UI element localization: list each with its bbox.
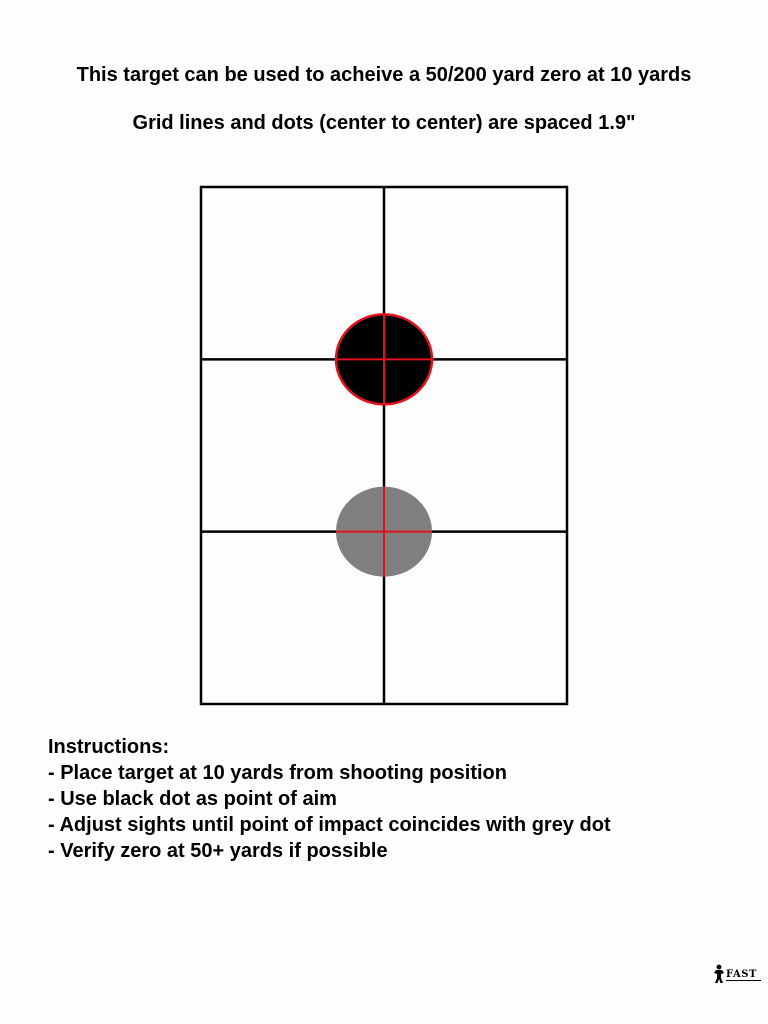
target-title: This target can be used to acheive a 50/200 yard zero at 10 yards [76, 64, 692, 86]
instruction-step: - Use black dot as point of aim [48, 788, 337, 810]
instructions-block [48, 734, 748, 864]
grid-spacing-note: Grid lines and dots (center to center) are spaced 1.9" [132, 112, 636, 134]
logo-text: FAST [726, 969, 757, 980]
instructions-title: Instructions: [48, 736, 170, 758]
instruction-step: - Verify zero at 50+ yards if possible [48, 840, 388, 862]
logo-underline [726, 980, 761, 981]
instruction-step: - Place target at 10 yards from shooting position [48, 762, 507, 784]
aim-point-dot [336, 314, 432, 404]
shooter-silhouette-icon [713, 964, 725, 984]
target-grid [201, 187, 567, 704]
fast-logo [713, 964, 763, 984]
instruction-step: - Adjust sights until point of impact coincides with grey dot [48, 814, 611, 836]
impact-point-dot [336, 487, 432, 577]
